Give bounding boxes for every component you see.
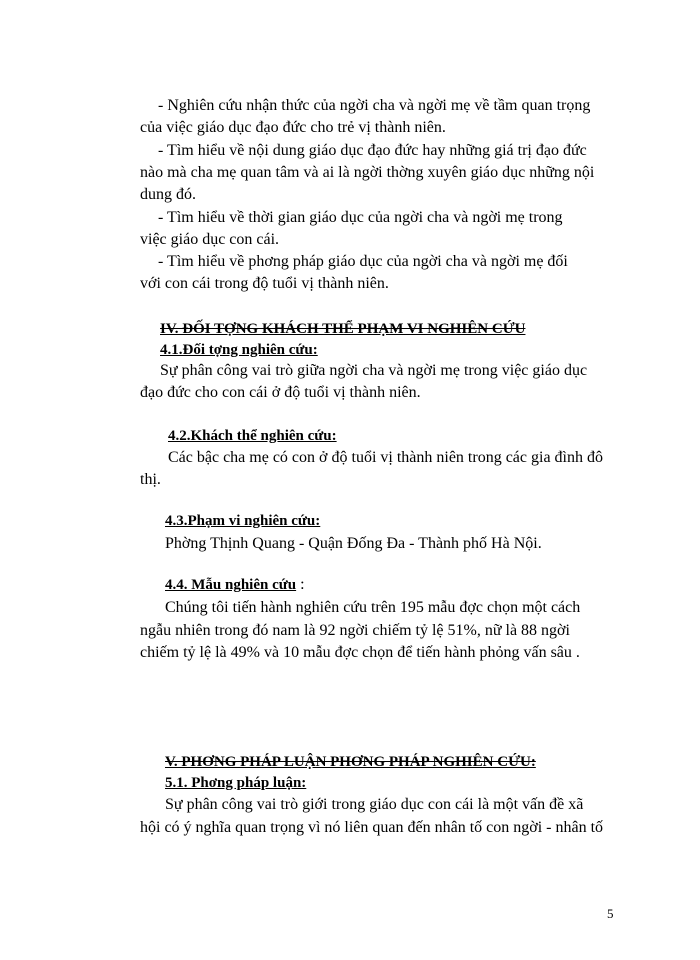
objective-line-2: của việc giáo dục đạo đức cho trẻ vị thành niên. — [140, 119, 446, 136]
objective-line-1: - Nghiên cứu nhận thức của ngời cha và ngời mẹ về tầm quan trọng — [158, 97, 591, 114]
section-4-1-text-1: Sự phân công vai trò giữa ngời cha và ngời mẹ trong việc giáo dục — [160, 362, 588, 379]
section-4-3-text: Phờng Thịnh Quang - Quận Đống Đa - Thành phố Hà Nội. — [165, 535, 542, 552]
section-4-2-text-2: thị. — [140, 471, 161, 488]
objective-line-9: với con cái trong độ tuổi vị thành niên. — [140, 275, 389, 292]
section-4-2-heading: 4.2.Khách thể nghiên cứu: — [168, 428, 337, 444]
objective-line-3: - Tìm hiểu về nội dung giáo dục đạo đức hay những giá trị đạo đức — [158, 142, 587, 159]
section-5-1-heading: 5.1. Phơng pháp luận: — [165, 775, 307, 791]
section-4-4-colon: : — [296, 576, 305, 593]
objective-line-7: việc giáo dục con cái. — [140, 231, 280, 248]
section-4-4-text-3: chiếm tỷ lệ là 49% và 10 mẫu đợc chọn để tiến hành phỏng vấn sâu . — [140, 644, 580, 661]
objective-line-5: dung đó. — [140, 186, 196, 203]
section-5-heading: V. PHƠNG PHÁP LUẬN PHƠNG PHÁP NGHIÊN CỨU: — [165, 754, 536, 770]
section-4-4-text-2: ngẫu nhiên trong đó nam là 92 ngời chiếm tỷ lệ 51%, nữ là 88 ngời — [140, 622, 570, 639]
section-4-1-heading: 4.1.Đối tợng nghiên cứu: — [160, 342, 318, 358]
section-4-4-heading-line — [165, 575, 305, 595]
section-5-1-text-1: Sự phân công vai trò giới trong giáo dục con cái là một vấn đề xã — [165, 796, 584, 813]
section-5-1-text-2: hội có ý nghĩa quan trọng vì nó liên quan đến nhân tố con ngời - nhân tố — [140, 819, 604, 836]
section-4-2-text-1: Các bậc cha mẹ có con ở độ tuổi vị thành niên trong các gia đình đô — [168, 449, 603, 466]
section-4-4-heading: 4.4. Mẫu nghiên cứu — [165, 577, 297, 593]
page-number: 5 — [607, 906, 614, 921]
section-4-4-text-1: Chúng tôi tiến hành nghiên cứu trên 195 mẫu đợc chọn một cách — [165, 599, 581, 616]
objective-line-8: - Tìm hiểu về phơng pháp giáo dục của ngời cha và ngời mẹ đối — [158, 253, 568, 270]
section-4-heading: IV. ĐỐI TỢNG KHÁCH THỂ PHẠM VI NGHIÊN CỨU — [160, 321, 526, 337]
section-4-1-text-2: đạo đức cho con cái ở độ tuổi vị thành niên. — [140, 384, 421, 401]
objective-line-4: nào mà cha mẹ quan tâm và ai là ngời thờng xuyên giáo dục những nội — [140, 164, 595, 181]
section-4-3-heading: 4.3.Phạm vi nghiên cứu: — [165, 513, 321, 529]
objective-line-6: - Tìm hiểu về thời gian giáo dục của ngời cha và ngời mẹ trong — [158, 209, 563, 226]
